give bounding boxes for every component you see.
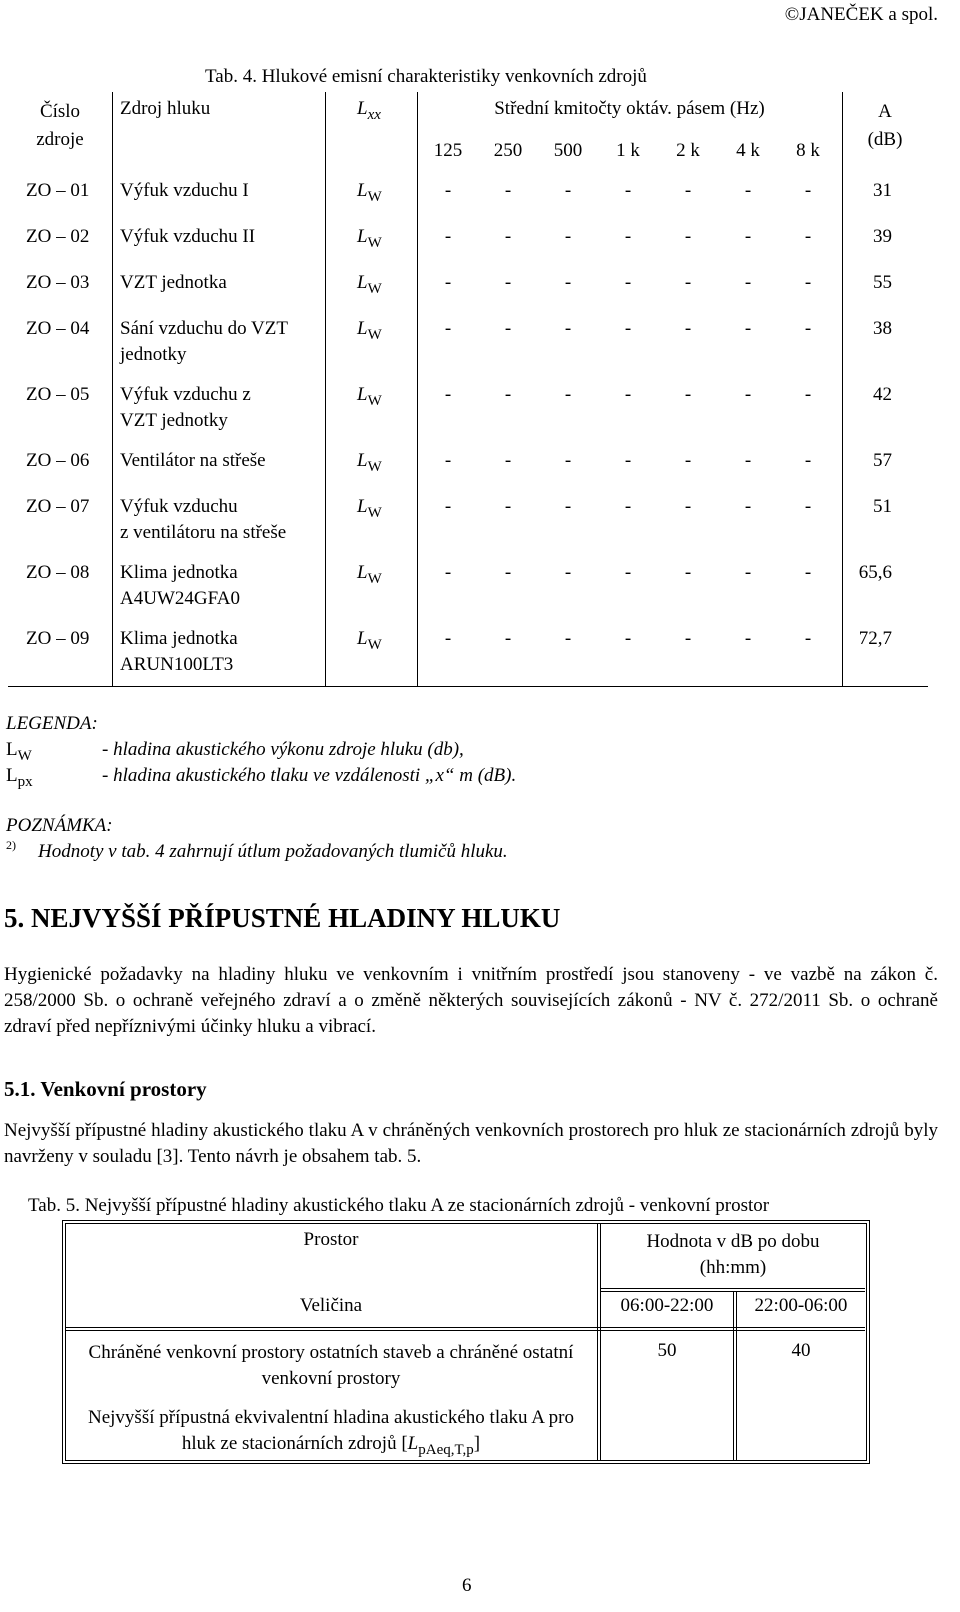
row-band-value: - [444, 450, 452, 471]
row-source-name-line2: ARUN100LT3 [120, 654, 234, 675]
row-level-symbol [357, 180, 382, 205]
row-band-value: - [444, 226, 452, 247]
row-level-symbol [357, 384, 382, 409]
row-band-value: - [744, 562, 752, 583]
table5-caption: Tab. 5. Nejvyšší přípustné hladiny akustického tlaku A ze stacionárních zdrojů - venkovní prostor [28, 1195, 770, 1216]
row-a-value: 55 [873, 272, 892, 293]
row-band-value: - [744, 318, 752, 339]
table4-col-separator [112, 92, 113, 686]
row-band-value: - [504, 318, 512, 339]
row-id: ZO – 07 [26, 496, 90, 517]
legend-symbol-sub: W [17, 748, 32, 764]
legend-text-lw: - hladina akustického výkonu zdroje hluku (db), [102, 739, 464, 760]
row-level-symbol [357, 450, 382, 475]
row-a-value: 39 [873, 226, 892, 247]
table4-bottom-border [8, 686, 928, 687]
row-band-value: - [564, 384, 572, 405]
row-band-value: - [684, 628, 692, 649]
row-level-symbol-sub: W [367, 327, 382, 343]
row-band-value: - [564, 628, 572, 649]
row-band-value: - [804, 226, 812, 247]
row-band-value: - [624, 226, 632, 247]
row-band-value: - [684, 180, 692, 201]
row-level-symbol-main: L [357, 226, 368, 247]
legend-symbol-lpx [6, 765, 33, 790]
row-band-value: - [624, 450, 632, 471]
table5-row2-label [66, 1405, 596, 1458]
row-level-symbol-sub: W [367, 459, 382, 475]
row-id: ZO – 01 [26, 180, 90, 201]
header-a: A [878, 101, 892, 122]
row-band-value: - [684, 272, 692, 293]
row-a-value: 38 [873, 318, 892, 339]
row-level-symbol [357, 226, 382, 251]
row-level-symbol-main: L [357, 562, 368, 583]
row-band-value: - [504, 628, 512, 649]
row-band-value: - [624, 562, 632, 583]
row-band-value: - [624, 384, 632, 405]
copyright-header: ©JANEČEK a spol. [784, 4, 938, 25]
header-cislo-line1: Číslo [39, 101, 81, 122]
row-band-value: - [804, 272, 812, 293]
header-lxx [357, 98, 381, 123]
note-text: Hodnoty v tab. 4 zahrnují útlum požadovaných tlumičů hluku. [38, 841, 508, 862]
table5-row2-symbol: L [407, 1433, 419, 1454]
row-band-value: - [624, 180, 632, 201]
row-level-symbol-sub: W [367, 571, 382, 587]
legend-title: LEGENDA: [6, 713, 98, 734]
table5-header-day: 06:00-22:00 [620, 1295, 714, 1316]
row-id: ZO – 05 [26, 384, 90, 405]
row-band-value: - [684, 496, 692, 517]
row-band-value: - [444, 562, 452, 583]
row-band-value: - [444, 272, 452, 293]
row-band-value: - [804, 318, 812, 339]
row-band-value: - [744, 226, 752, 247]
row-source-name-line2: VZT jednotky [120, 410, 228, 431]
page-number: 6 [462, 1575, 472, 1596]
row-band-value: - [804, 180, 812, 201]
note-title: POZNÁMKA: [6, 815, 113, 836]
row-source-name: VZT jednotka [120, 272, 227, 293]
row-source-name: Výfuk vzduchu II [120, 226, 256, 247]
row-band-value: - [684, 384, 692, 405]
row-band-value: - [804, 562, 812, 583]
row-band-value: - [564, 496, 572, 517]
header-freq: 8 k [796, 140, 820, 161]
row-band-value: - [624, 628, 632, 649]
header-zdroj-hluku: Zdroj hluku [120, 98, 211, 119]
row-band-value: - [504, 496, 512, 517]
table4-col-separator [325, 92, 326, 686]
legend-symbol-sub: px [17, 774, 33, 790]
row-band-value: - [684, 450, 692, 471]
row-band-value: - [744, 272, 752, 293]
row-id: ZO – 02 [26, 226, 90, 247]
table5-row-separator [65, 1327, 865, 1328]
row-band-value: - [744, 496, 752, 517]
row-band-value: - [504, 562, 512, 583]
section5-heading: 5. NEJVYŠŠÍ PŘÍPUSTNÉ HLADINY HLUKU [4, 903, 561, 933]
row-level-symbol-main: L [357, 496, 368, 517]
row-band-value: - [804, 496, 812, 517]
row-source-name-line2: A4UW24GFA0 [120, 588, 240, 609]
row-band-value: - [444, 318, 452, 339]
row-band-value: - [504, 272, 512, 293]
section5-paragraph: Hygienické požadavky na hladiny hluku ve venkovním i vnitřním prostředí jsou stanoveny - ve vazbě na zákon č. 258/2000 Sb. o ochraně veřejného zdraví a o změně některých souvisejících zákonů - NV č. 272/2011 Sb. o ochraně zdraví před nepříznivými účinky hluku a vibrací. [4, 964, 938, 1037]
row-level-symbol [357, 272, 382, 297]
row-level-symbol-main: L [357, 450, 368, 471]
row-level-symbol [357, 496, 382, 521]
row-source-name-line2: jednotky [120, 344, 187, 365]
row-band-value: - [624, 496, 632, 517]
row-band-value: - [504, 180, 512, 201]
table5-header-night: 22:00-06:00 [754, 1295, 848, 1316]
row-band-value: - [444, 496, 452, 517]
row-id: ZO – 08 [26, 562, 90, 583]
table4-caption: Tab. 4. Hlukové emisní charakteristiky venkovních zdrojů [205, 66, 647, 87]
header-db: (dB) [867, 129, 903, 150]
table5-header-prostor: Prostor [303, 1229, 359, 1250]
row-level-symbol [357, 318, 382, 343]
header-freq: 4 k [736, 140, 760, 161]
row-band-value: - [564, 562, 572, 583]
table5-col-separator [733, 1291, 734, 1461]
table5-row-separator [65, 1330, 865, 1331]
row-band-value: - [564, 318, 572, 339]
header-lxx-sub: xx [367, 107, 381, 123]
table5-row1-day: 50 [657, 1340, 677, 1361]
row-band-value: - [504, 384, 512, 405]
row-band-value: - [744, 450, 752, 471]
row-level-symbol-sub: W [367, 637, 382, 653]
header-freq-title: Střední kmitočty oktáv. pásem (Hz) [494, 98, 765, 119]
row-band-value: - [744, 180, 752, 201]
row-level-symbol-main: L [357, 318, 368, 339]
row-band-value: - [804, 450, 812, 471]
row-level-symbol-sub: W [367, 235, 382, 251]
row-a-value: 65,6 [858, 562, 892, 583]
table5-row2-close: ] [473, 1433, 481, 1454]
row-band-value: - [564, 450, 572, 471]
table5-header-hodnota: Hodnota v dB po dobu (hh:mm) [646, 1231, 820, 1278]
row-band-value: - [744, 384, 752, 405]
row-level-symbol-sub: W [367, 189, 382, 205]
table5-row2-text: Nejvyšší přípustná ekvivalentní hladina akustického tlaku A pro hluk ze stacionárních zdrojů [ [88, 1407, 574, 1454]
row-band-value: - [444, 384, 452, 405]
row-band-value: - [564, 226, 572, 247]
legend-symbol-main: L [6, 765, 18, 786]
table5-row2-symbol-sub: pAeq,T,p [418, 1442, 474, 1458]
row-band-value: - [624, 272, 632, 293]
row-level-symbol-sub: W [367, 505, 382, 521]
note-marker: 2) [6, 838, 16, 852]
row-a-value: 72,7 [858, 628, 892, 649]
row-id: ZO – 04 [26, 318, 90, 339]
section51-paragraph: Nejvyšší přípustné hladiny akustického tlaku A v chráněných venkovních prostorech pro hluk ze stacionárních zdrojů byly navrženy v souladu [3]. Tento návrh je obsahem tab. 5. [4, 1120, 938, 1167]
table4-col-separator [417, 92, 418, 686]
row-level-symbol-main: L [357, 384, 368, 405]
row-id: ZO – 03 [26, 272, 90, 293]
row-level-symbol [357, 628, 382, 653]
header-a-db [842, 98, 928, 154]
row-band-value: - [504, 450, 512, 471]
row-source-name: Ventilátor na střeše [120, 450, 266, 471]
row-band-value: - [744, 628, 752, 649]
row-source-name: Sání vzduchu do VZT [120, 318, 288, 339]
header-freq: 125 [433, 140, 463, 161]
row-source-name: Výfuk vzduchu [120, 496, 238, 517]
header-freq: 500 [553, 140, 583, 161]
row-band-value: - [684, 318, 692, 339]
row-band-value: - [564, 272, 572, 293]
row-band-value: - [684, 226, 692, 247]
row-a-value: 42 [873, 384, 892, 405]
row-source-name: Klima jednotka [120, 562, 238, 583]
row-level-symbol-main: L [357, 628, 368, 649]
row-level-symbol-sub: W [367, 393, 382, 409]
header-lxx-main: L [357, 98, 368, 119]
table5-col-separator [597, 1223, 598, 1461]
header-cislo-zdroje [8, 98, 112, 154]
header-freq: 250 [493, 140, 523, 161]
row-level-symbol-sub: W [367, 281, 382, 297]
table5-row1-night: 40 [791, 1340, 811, 1361]
row-band-value: - [504, 226, 512, 247]
row-id: ZO – 06 [26, 450, 90, 471]
row-band-value: - [444, 180, 452, 201]
row-a-value: 51 [873, 496, 892, 517]
row-band-value: - [444, 628, 452, 649]
row-level-symbol-main: L [357, 180, 368, 201]
row-band-value: - [804, 628, 812, 649]
table5-row-separator [600, 1291, 865, 1292]
row-source-name: Výfuk vzduchu z [120, 384, 251, 405]
legend-symbol-main: L [6, 739, 18, 760]
header-freq: 1 k [616, 140, 640, 161]
row-band-value: - [624, 318, 632, 339]
header-freq: 2 k [676, 140, 700, 161]
row-band-value: - [684, 562, 692, 583]
table5-row1-label: Chráněné venkovní prostory ostatních staveb a chráněné ostatní venkovní prostory [88, 1342, 574, 1389]
section51-heading: 5.1. Venkovní prostory [4, 1077, 207, 1101]
header-cislo-line2: zdroje [36, 129, 84, 150]
legend-symbol-lw [6, 739, 32, 764]
row-a-value: 57 [873, 450, 892, 471]
row-source-name: Výfuk vzduchu I [120, 180, 249, 201]
row-band-value: - [564, 180, 572, 201]
row-source-name: Klima jednotka [120, 628, 238, 649]
row-a-value: 31 [873, 180, 892, 201]
legend-text-lpx: - hladina akustického tlaku ve vzdálenosti „x“ m (dB). [102, 765, 517, 786]
row-source-name-line2: z ventilátoru na střeše [120, 522, 287, 543]
row-level-symbol [357, 562, 382, 587]
table5-header-velicina: Veličina [299, 1295, 363, 1316]
row-level-symbol-main: L [357, 272, 368, 293]
row-band-value: - [804, 384, 812, 405]
row-id: ZO – 09 [26, 628, 90, 649]
table5-row-separator [600, 1288, 865, 1289]
